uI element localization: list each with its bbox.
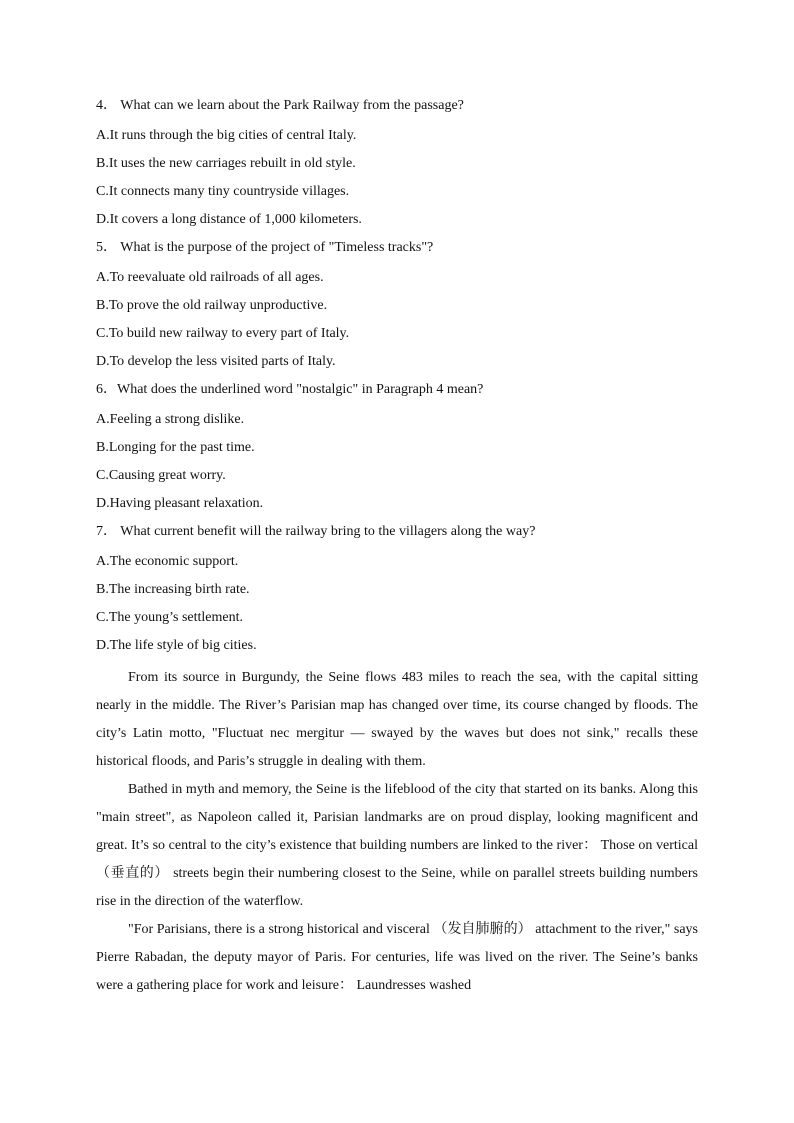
question-title: 7． What current benefit will the railway bring to the villagers along the way? [96,524,536,539]
question-7 [96,522,698,656]
option-d: D.To develop the less visited parts of Italy. [96,354,336,369]
passage-paragraph-2: Bathed in myth and memory, the Seine is the lifeblood of the city that started on its banks. Along this "main street", as Napoleon called it, Parisian landmarks are on proud display, looking magnificent and great. It’s so central to the city’s existence that building numbers are linked to the river： Those on vertical （垂直的） streets begin their numbering closest to the Seine, while on parallel streets building numbers rise in the direction of the waterflow. [96,782,698,909]
option-c: C.It connects many tiny countryside villages. [96,184,350,199]
passage-paragraph-1: From its source in Burgundy, the Seine flows 483 miles to reach the sea, with the capital sitting nearly in the middle. The River’s Parisian map has changed over time, its course changed by floods. The city’s Latin motto, "Fluctuat nec mergitur — swayed by the waves but does not sink," recalls these historical floods, and Paris’s struggle in dealing with them. [96,670,698,769]
option-a: A.Feeling a strong dislike. [96,412,245,427]
reading-passage [96,664,698,1000]
option-b: B.Longing for the past time. [96,440,255,455]
option-c: C.Causing great worry. [96,468,226,483]
question-5 [96,238,698,372]
option-c: C.To build new railway to every part of Italy. [96,326,350,341]
option-d: D.The life style of big cities. [96,638,257,653]
option-a: A.The economic support. [96,554,239,569]
option-a: A.To reevaluate old railroads of all ages. [96,270,324,285]
option-a: A.It runs through the big cities of central Italy. [96,128,357,143]
question-4 [96,96,698,230]
option-b: B.The increasing birth rate. [96,582,250,597]
question-6 [96,380,698,514]
option-d: D.Having pleasant relaxation. [96,496,264,511]
option-b: B.To prove the old railway unproductive. [96,298,328,313]
question-title: 5． What is the purpose of the project of "Timeless tracks"? [96,240,434,255]
option-d: D.It covers a long distance of 1,000 kilometers. [96,212,362,227]
question-title: 4． What can we learn about the Park Railway from the passage? [96,98,464,113]
question-title: 6．What does the underlined word "nostalgic" in Paragraph 4 mean? [96,382,484,397]
option-c: C.The young’s settlement. [96,610,243,625]
option-b: B.It uses the new carriages rebuilt in old style. [96,156,356,171]
passage-paragraph-3: "For Parisians, there is a strong historical and visceral （发自肺腑的） attachment to the river," says Pierre Rabadan, the deputy mayor of Paris. For centuries, life was lived on the river. The Seine’s banks were a gathering place for work and leisure： Laundresses washed [96,922,698,993]
